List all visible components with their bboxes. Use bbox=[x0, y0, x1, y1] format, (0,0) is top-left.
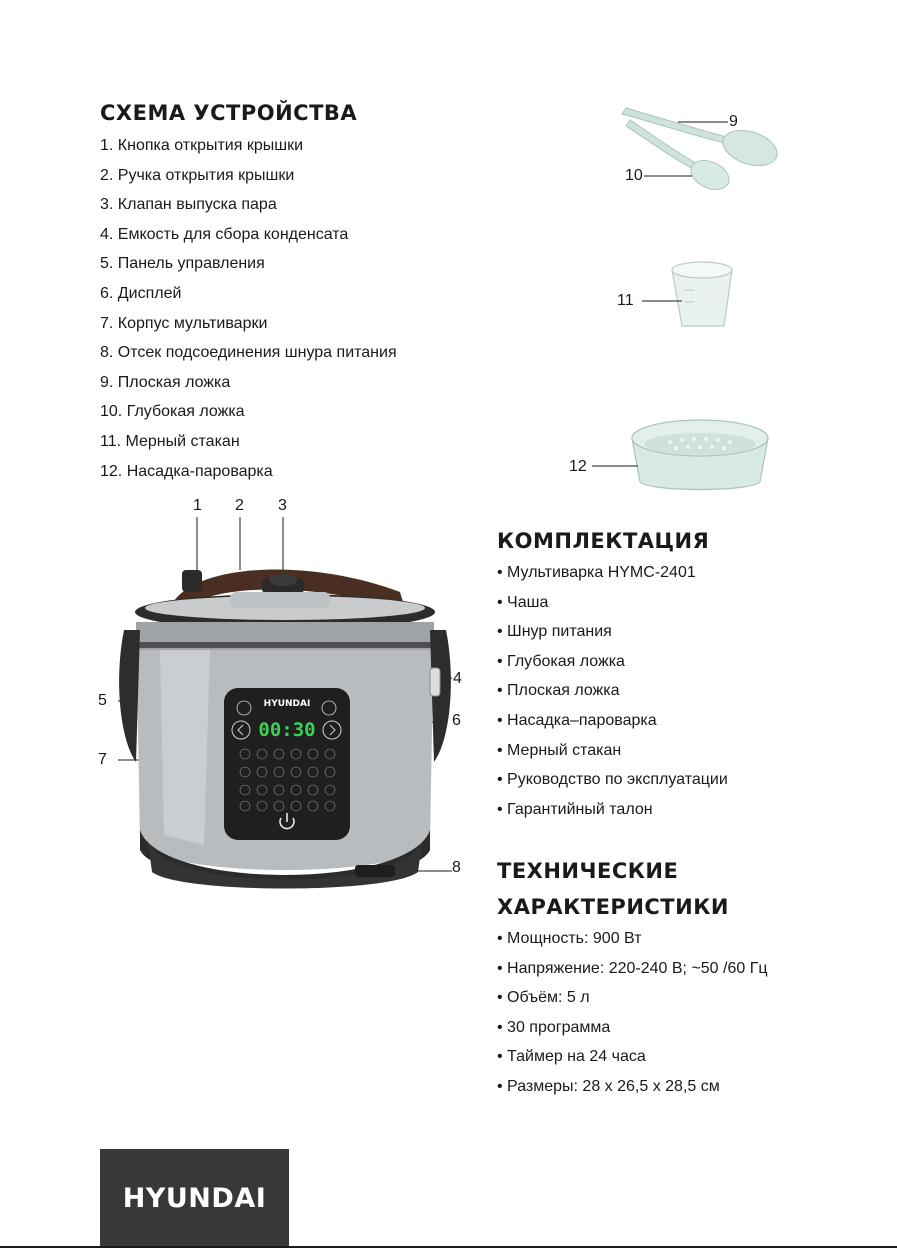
brand-logo-block bbox=[100, 1149, 289, 1248]
kit-item: • Руководство по эксплуатации bbox=[497, 771, 728, 789]
callout-4: 4 bbox=[453, 670, 462, 687]
callout-3: 3 bbox=[278, 497, 287, 514]
tech-item: • Таймер на 24 часа bbox=[497, 1048, 646, 1066]
scheme-item: 6. Дисплей bbox=[100, 284, 182, 302]
condensate-collector bbox=[430, 668, 440, 696]
lid-release-button bbox=[182, 570, 202, 592]
scheme-item: 7. Корпус мультиварки bbox=[100, 314, 268, 332]
tech-item: • Размеры: 28 х 26,5 х 28,5 см bbox=[497, 1077, 720, 1095]
tech-item: • Напряжение: 220-240 В; ~50 /60 Гц bbox=[497, 959, 768, 977]
callout-12: 12 bbox=[569, 458, 587, 475]
scheme-item: 10. Глубокая ложка bbox=[100, 403, 245, 421]
scheme-title: СХЕМА УСТРОЙСТВА bbox=[100, 101, 358, 125]
tech-title-line1: ТЕХНИЧЕСКИЕ bbox=[497, 859, 679, 883]
multicooker-image bbox=[119, 570, 451, 889]
scheme-item: 11. Мерный стакан bbox=[100, 432, 240, 450]
callout-6: 6 bbox=[452, 712, 461, 729]
kit-item: • Плоская ложка bbox=[497, 682, 620, 700]
kit-title: КОМПЛЕКТАЦИЯ bbox=[497, 529, 710, 553]
callout-2: 2 bbox=[235, 497, 244, 514]
scheme-item: 12. Насадка-пароварка bbox=[100, 462, 273, 480]
tech-item: • 30 программа bbox=[497, 1018, 611, 1036]
callout-9: 9 bbox=[729, 113, 738, 130]
scheme-item: 8. Отсек подсоединения шнура питания bbox=[100, 344, 397, 362]
tech-item: • Объём: 5 л bbox=[497, 989, 590, 1007]
kit-item: • Шнур питания bbox=[497, 623, 612, 641]
callout-5: 5 bbox=[98, 692, 107, 709]
callout-1: 1 bbox=[193, 497, 202, 514]
tech-item: • Мощность: 900 Вт bbox=[497, 930, 642, 947]
measuring-cup-image bbox=[672, 262, 732, 326]
kit-list bbox=[497, 562, 728, 828]
kit-item: • Мультиварка HYMC-2401 bbox=[497, 564, 696, 581]
scheme-list bbox=[100, 135, 397, 490]
power-cord-socket bbox=[355, 865, 395, 877]
multicooker-illustration bbox=[100, 500, 470, 900]
scheme-item: 9. Плоская ложка bbox=[100, 373, 231, 391]
kit-item: • Мерный стакан bbox=[497, 741, 622, 759]
panel-brand: HYUNDAI bbox=[263, 699, 311, 709]
kit-item: • Насадка–пароварка bbox=[497, 711, 657, 729]
steamer-basket-image bbox=[632, 420, 768, 490]
tech-list bbox=[497, 928, 768, 1106]
scheme-item: 4. Емкость для сбора конденсата bbox=[100, 225, 349, 243]
callout-8: 8 bbox=[452, 859, 461, 876]
kit-item: • Гарантийный талон bbox=[497, 800, 653, 818]
callout-10: 10 bbox=[625, 167, 643, 184]
scheme-item: 1. Кнопка открытия крышки bbox=[100, 137, 304, 154]
callout-7: 7 bbox=[98, 751, 107, 768]
kit-item: • Чаша bbox=[497, 593, 549, 611]
scheme-item: 3. Клапан выпуска пара bbox=[100, 196, 277, 214]
display-time: 00:30 bbox=[258, 719, 316, 741]
tech-title-line2: ХАРАКТЕРИСТИКИ bbox=[497, 895, 729, 919]
brand-logo-text: HYUNDAI bbox=[122, 1183, 267, 1214]
scheme-item: 5. Панель управления bbox=[100, 255, 265, 273]
scheme-item: 2. Ручка открытия крышки bbox=[100, 166, 295, 184]
kit-item: • Глубокая ложка bbox=[497, 652, 625, 670]
callout-11: 11 bbox=[617, 292, 634, 309]
